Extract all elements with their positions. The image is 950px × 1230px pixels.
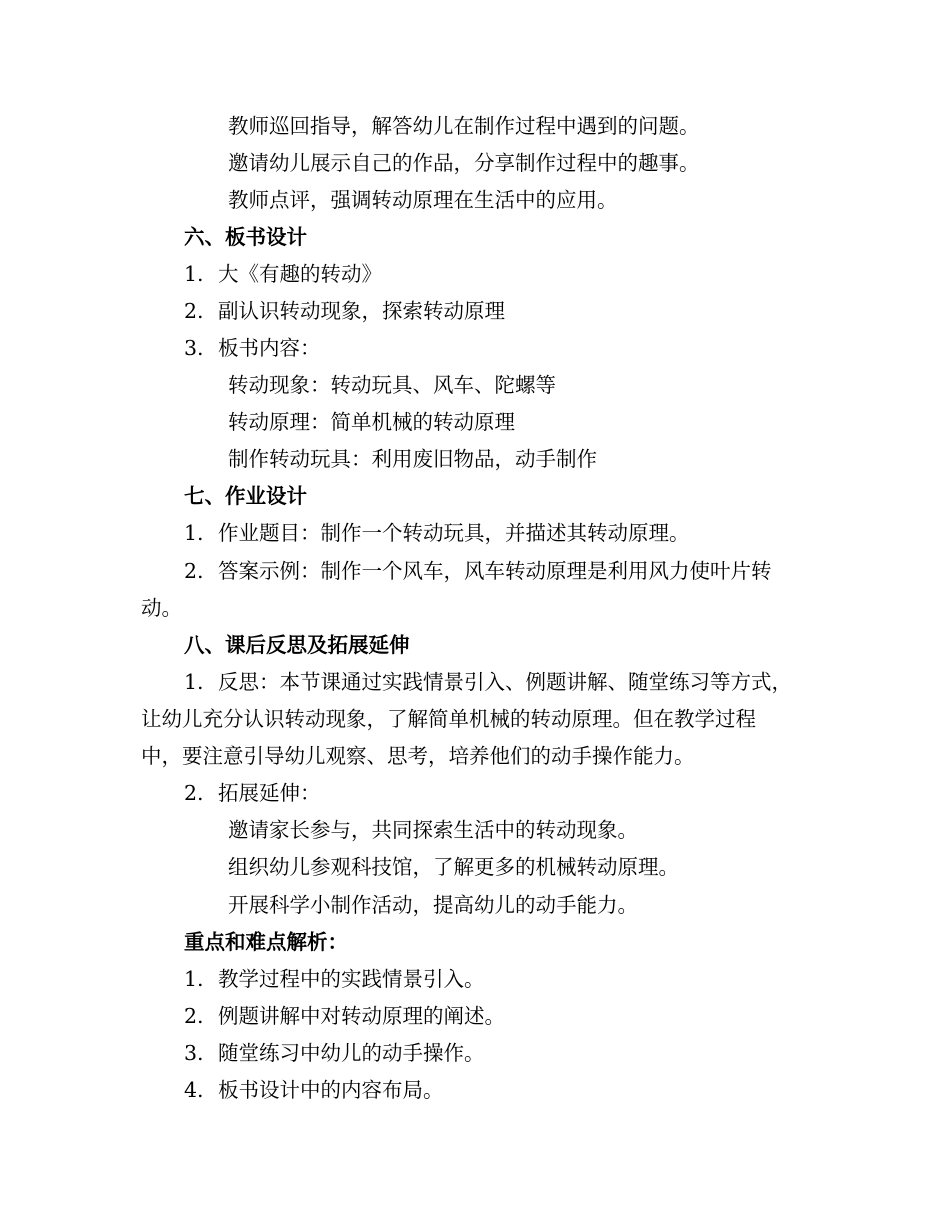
section-heading: 八、课后反思及拓展延伸 bbox=[184, 633, 410, 657]
paragraph-line: 邀请幼儿展示自己的作品，分享制作过程中的趣事。 bbox=[228, 151, 700, 175]
list-number: 3. bbox=[184, 336, 204, 360]
section-heading: 七、作业设计 bbox=[184, 484, 307, 508]
list-item bbox=[184, 668, 792, 696]
section-heading: 重点和难点解析： bbox=[184, 930, 348, 954]
list-text: 拓展延伸： bbox=[218, 781, 321, 805]
list-item bbox=[184, 1039, 485, 1067]
sub-item: 转动现象：转动玩具、风车、陀螺等 bbox=[228, 373, 556, 397]
section-heading: 六、板书设计 bbox=[184, 225, 307, 249]
list-text: 板书设计中的内容布局。 bbox=[218, 1078, 444, 1102]
list-text: 随堂练习中幼儿的动手操作。 bbox=[218, 1041, 485, 1065]
list-item bbox=[184, 1076, 444, 1104]
list-number: 2. bbox=[184, 1004, 204, 1028]
list-item bbox=[184, 297, 505, 325]
wrapped-line: 让幼儿充分认识转动现象，了解简单机械的转动原理。但在教学过程 bbox=[141, 707, 756, 731]
sub-item: 开展科学小制作活动，提高幼儿的动手能力。 bbox=[228, 893, 638, 917]
list-number: 2. bbox=[184, 559, 204, 583]
paragraph-line: 教师点评，强调转动原理在生活中的应用。 bbox=[228, 188, 618, 212]
paragraph-line: 教师巡回指导，解答幼儿在制作过程中遇到的问题。 bbox=[228, 114, 700, 138]
list-number: 1. bbox=[184, 967, 204, 991]
list-item bbox=[184, 557, 772, 585]
wrapped-line: 中，要注意引导幼儿观察、思考，培养他们的动手操作能力。 bbox=[141, 744, 695, 768]
list-item bbox=[184, 965, 485, 993]
list-number: 1. bbox=[184, 670, 204, 694]
list-number: 1. bbox=[184, 521, 204, 545]
sub-item: 组织幼儿参观科技馆，了解更多的机械转动原理。 bbox=[228, 855, 679, 879]
list-text: 教学过程中的实践情景引入。 bbox=[218, 967, 485, 991]
sub-item: 转动原理：简单机械的转动原理 bbox=[228, 410, 515, 434]
list-text: 副认识转动现象，探索转动原理 bbox=[218, 299, 505, 323]
list-text: 作业题目：制作一个转动玩具，并描述其转动原理。 bbox=[218, 521, 690, 545]
list-number: 3. bbox=[184, 1041, 204, 1065]
list-number: 2. bbox=[184, 781, 204, 805]
list-item bbox=[184, 260, 382, 288]
list-text: 板书内容： bbox=[218, 336, 321, 360]
list-text: 反思：本节课通过实践情景引入、例题讲解、随堂练习等方式， bbox=[218, 670, 792, 694]
list-number: 2. bbox=[184, 299, 204, 323]
list-number: 1. bbox=[184, 262, 204, 286]
list-item bbox=[184, 1002, 505, 1030]
wrapped-line: 动。 bbox=[141, 596, 182, 620]
list-text: 大《有趣的转动》 bbox=[218, 262, 382, 286]
list-item bbox=[184, 334, 321, 362]
sub-item: 制作转动玩具：利用废旧物品，动手制作 bbox=[228, 447, 597, 471]
sub-item: 邀请家长参与，共同探索生活中的转动现象。 bbox=[228, 818, 638, 842]
list-number: 4. bbox=[184, 1078, 204, 1102]
list-text: 例题讲解中对转动原理的阐述。 bbox=[218, 1004, 505, 1028]
list-item bbox=[184, 519, 690, 547]
list-item bbox=[184, 779, 321, 807]
list-text: 答案示例：制作一个风车，风车转动原理是利用风力使叶片转 bbox=[218, 559, 772, 583]
